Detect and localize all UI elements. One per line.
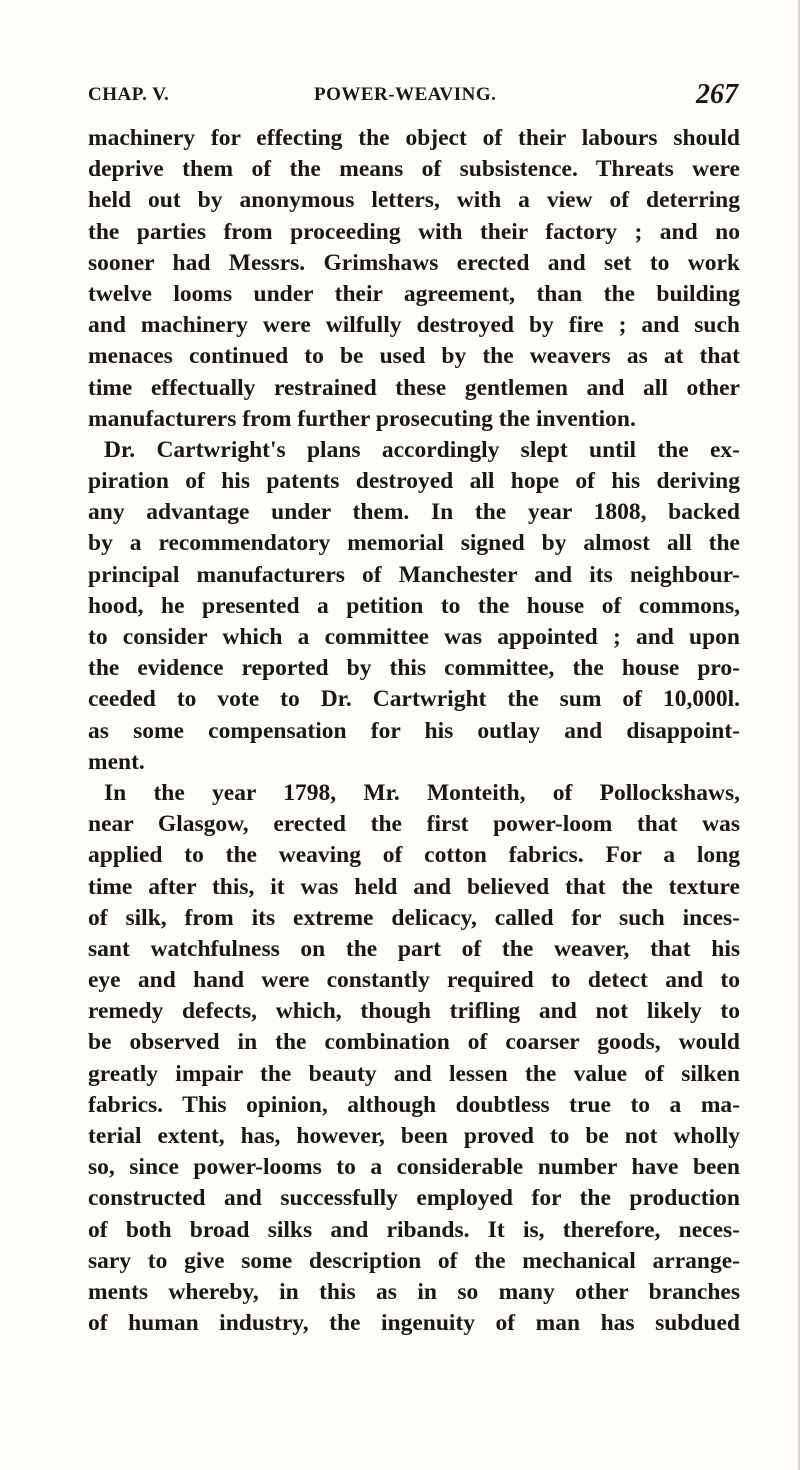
text-line: In the year 1798, Mr. Monteith, of Pollockshaws, bbox=[104, 779, 740, 806]
text-line: ments whereby, in this as in so many other branches bbox=[88, 1278, 740, 1305]
text-line: fabrics. This opinion, although doubtless true to a ma- bbox=[88, 1091, 740, 1118]
text-line: sant watchfulness on the part of the weaver, that his bbox=[88, 935, 740, 962]
text-line: constructed and successfully employed for the production bbox=[88, 1185, 740, 1212]
text-line: near Glasgow, erected the first power-loom that was bbox=[88, 811, 740, 838]
text-line: applied to the weaving of cotton fabrics. For a long bbox=[88, 842, 740, 869]
body-text bbox=[88, 123, 740, 1339]
page-number: 267 bbox=[696, 79, 738, 110]
text-line: sooner had Messrs. Grimshaws erected and set to work bbox=[88, 249, 740, 276]
text-line: ceeded to vote to Dr. Cartwright the sum of 10,000l. bbox=[88, 686, 740, 713]
text-line: by a recommendatory memorial signed by almost all the bbox=[88, 530, 740, 557]
text-line: manufacturers from further prosecuting the invention. bbox=[88, 405, 636, 432]
running-header bbox=[88, 80, 738, 110]
text-line: sary to give some description of the mechanical arrange- bbox=[88, 1247, 740, 1274]
text-line: held out by anonymous letters, with a view of deterring bbox=[88, 187, 740, 214]
running-title: POWER-WEAVING. bbox=[314, 84, 497, 105]
text-line: menaces continued to be used by the weavers as at that bbox=[88, 343, 740, 370]
text-line: the parties from proceeding with their factory ; and no bbox=[88, 218, 740, 245]
text-line: twelve looms under their agreement, than the building bbox=[88, 280, 740, 307]
text-line: principal manufacturers of Manchester and its neighbour- bbox=[88, 561, 740, 588]
text-line: time effectually restrained these gentlemen and all other bbox=[88, 374, 740, 401]
text-line: eye and hand were constantly required to detect and to bbox=[88, 967, 740, 994]
text-line: Dr. Cartwright's plans accordingly slept until the ex- bbox=[104, 436, 740, 463]
text-line: terial extent, has, however, been proved to be not wholly bbox=[88, 1123, 740, 1149]
text-line: of silk, from its extreme delicacy, called for such inces- bbox=[88, 904, 740, 931]
text-line: time after this, it was held and believed that the texture bbox=[88, 873, 740, 900]
text-line: be observed in the combination of coarser goods, would bbox=[88, 1029, 740, 1056]
text-line: to consider which a committee was appointed ; and upon bbox=[88, 624, 740, 650]
chapter-label: CHAP. V. bbox=[88, 84, 170, 105]
text-line: remedy defects, which, though trifling and not likely to bbox=[88, 998, 740, 1025]
text-line: ment. bbox=[88, 748, 145, 775]
text-line: of both broad silks and ribands. It is, therefore, neces- bbox=[88, 1216, 740, 1243]
text-line: as some compensation for his outlay and disappoint- bbox=[88, 717, 740, 744]
text-line: of human industry, the ingenuity of man has subdued bbox=[88, 1310, 740, 1337]
text-line: the evidence reported by this committee, the house pro- bbox=[88, 655, 740, 682]
text-line: machinery for effecting the object of their labours should bbox=[88, 125, 740, 151]
text-line: piration of his patents destroyed all hope of his deriving bbox=[88, 468, 740, 495]
text-line: hood, he presented a petition to the house of commons, bbox=[88, 592, 740, 619]
text-line: greatly impair the beauty and lessen the value of silken bbox=[88, 1060, 740, 1087]
text-line: and machinery were wilfully destroyed by fire ; and such bbox=[88, 312, 740, 339]
text-line: so, since power-looms to a considerable number have been bbox=[88, 1154, 740, 1181]
text-line: deprive them of the means of subsistence. Threats were bbox=[88, 156, 740, 183]
text-line: any advantage under them. In the year 1808, backed bbox=[88, 499, 740, 526]
